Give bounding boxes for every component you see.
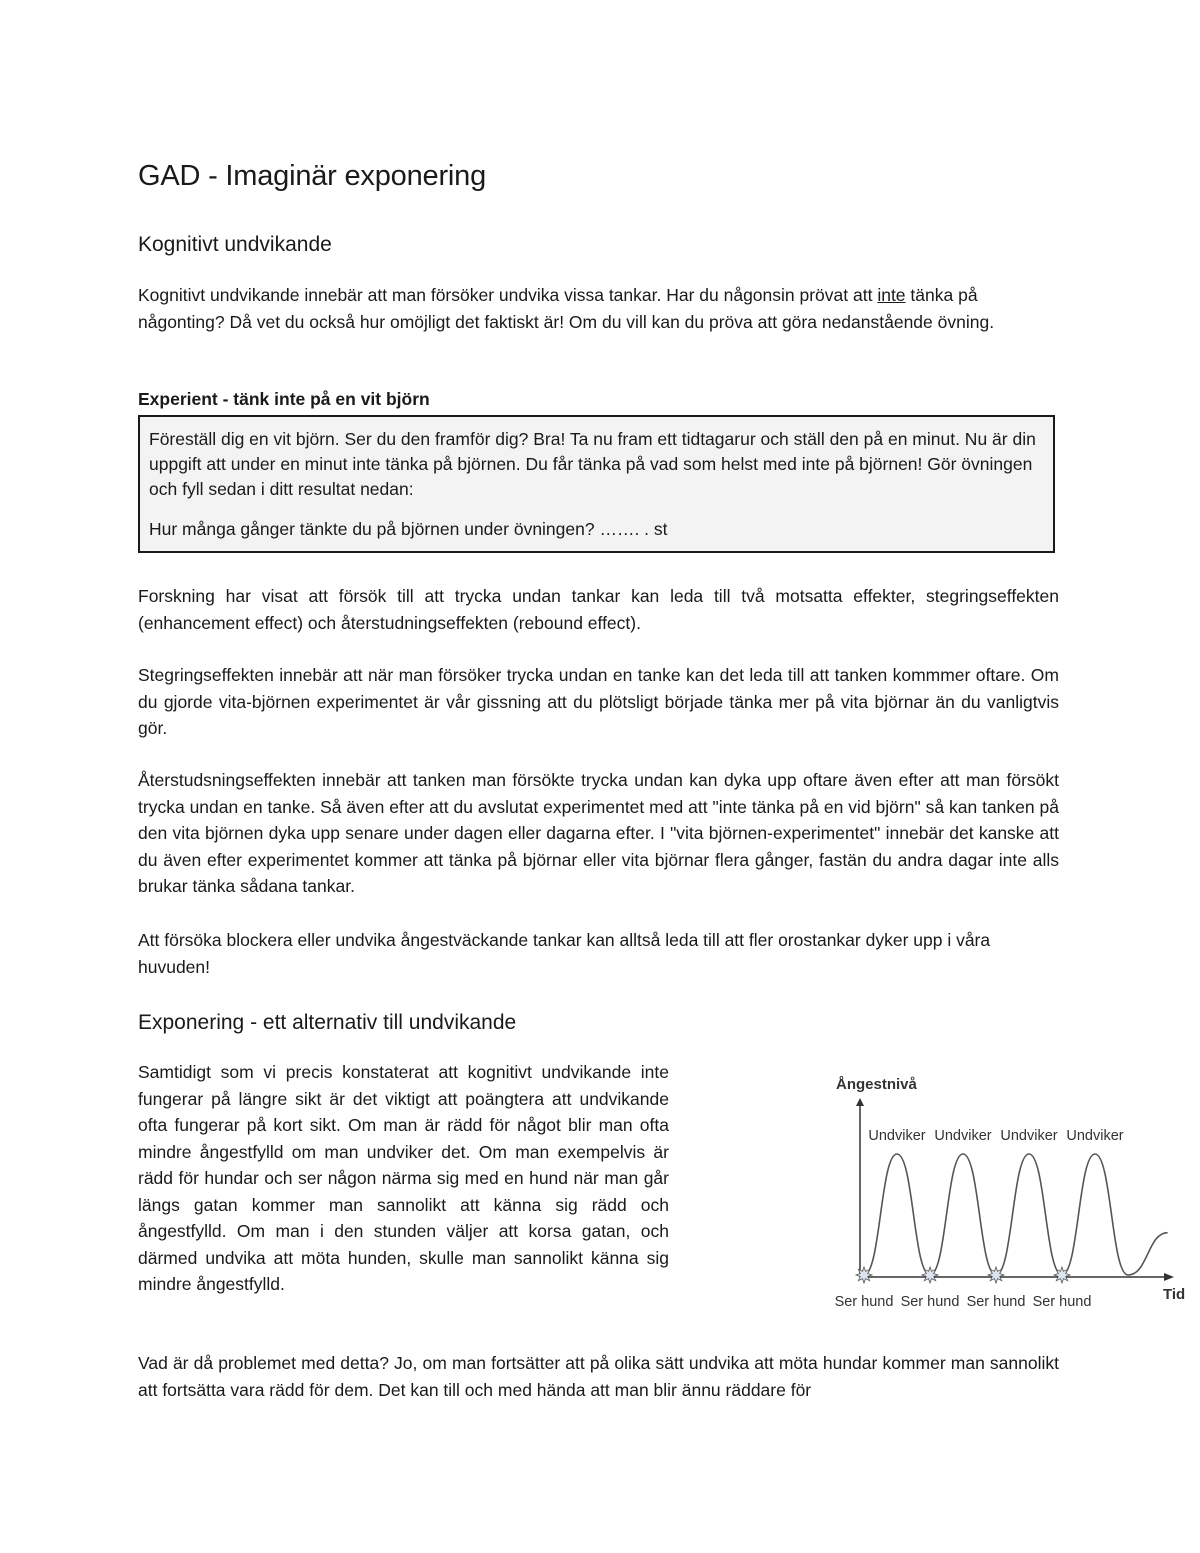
x-axis-arrow [1164, 1273, 1174, 1281]
exposure-column-text: Samtidigt som vi precis konstaterat att kognitivt undvikande inte fungerar på längre sikt är det viktigt att poängtera att undvikande ofta fungerar på kort sikt. Om man är rädd för något blir man ofta mindre ångestfylld om man undviker det. Om man exempelvis är rädd för hundar och ser någon närma sig med en hund när man går längs gatan kommer man sannolikt att känna sig rädd och ångestfylld. Om man i den stunden väljer att korsa gatan, och därmed undvika att möta hunden, skulle man sannolikt känna sig mindre ångestfylld. [138, 1062, 669, 1294]
final-paragraph: Vad är då problemet med detta? Jo, om man fortsätter att på olika sätt undvika att möta hundar kommer man sannolikt att fortsätta vara rädd för dem. Det kan till och med hända att man blir ännu räddare för [138, 1353, 1059, 1400]
peak-label: Undviker [1000, 1128, 1058, 1144]
section-heading-kognitivt: Kognitivt undvikande [138, 233, 332, 256]
experiment-box [138, 415, 1055, 553]
paragraph-conclusion: Att försöka blockera eller undvika ångestväckande tankar kan alltså leda till att fler orostankar dyker upp i våra huvuden! [138, 930, 991, 977]
experiment-heading: Experient - tänk inte på en vit björn [138, 389, 430, 409]
paragraph-enhancement: Stegringseffekten innebär att när man försöker trycka undan en tanke kan det leda till att tanken kommmer oftare. Om du gjorde vita-björnen experimentet är vår gissning att du plötsligt började tänka mer på vita björnar än du vanligtvis gör. [138, 665, 1059, 738]
trigger-marker [988, 1267, 1004, 1283]
trough-label: Ser hund [900, 1294, 960, 1310]
trigger-marker [922, 1267, 938, 1283]
peak-label: Undviker [868, 1128, 926, 1144]
intro-text-before: Kognitivt undvikande innebär att man försöker undvika vissa tankar. Har du någonsin prövat att [138, 285, 878, 305]
document-title: GAD - Imaginär exponering [138, 160, 486, 192]
y-axis-arrow [856, 1098, 864, 1106]
paragraph-research: Forskning har visat att försök till att trycka undan tankar kan leda till två motsatta effekter, stegringseffekten (enhancement effect) och återstudningseffekten (rebound effect). [138, 586, 1059, 633]
anxiety-curve [864, 1154, 1168, 1275]
paragraph-rebound: Återstudsningseffekten innebär att tanken man försökte trycka undan kan dyka upp oftare även efter att man försökt trycka undan en tanke. Så även efter att du avslutat experimentet med att "inte tänka på en vid björn" så kan tanken på den vita björnen dyka upp senare under dagen eller dagarna efter. I "vita björnen-experimentet" innebär det kanske att du även efter experimentet kommer att tänka på björnar eller vita björnar flera gånger, fastän du andra dagar inte alls brukar tänka sådana tankar. [138, 770, 1059, 896]
experiment-question: Hur många gånger tänkte du på björnen under övningen? ……. . st [149, 519, 668, 539]
trough-label: Ser hund [1032, 1294, 1092, 1310]
intro-text-after: tänka på någonting? Då vet du också hur omöjligt det faktiskt är! Om du vill kan du pröva att göra nedanstående övning. [138, 285, 995, 332]
trigger-marker [856, 1267, 872, 1283]
peak-label: Undviker [1066, 1128, 1124, 1144]
y-axis-label: Ångestnivå [836, 1076, 917, 1093]
trigger-marker [1054, 1267, 1070, 1283]
experiment-text: Föreställ dig en vit björn. Ser du den framför dig? Bra! Ta nu fram ett tidtagarur och ställ den på en minut. Nu är din uppgift att under en minut inte tänka på björnen. Du får tänka på vad som helst med inte på björnen! Gör övningen och fyll sedan i ditt resultat nedan: [149, 429, 1036, 499]
anxiety-chart [686, 1062, 1186, 1317]
section-heading-exponering: Exponering - ett alternativ till undvikande [138, 1011, 517, 1034]
x-axis-label: Tid [1163, 1286, 1186, 1303]
peak-label: Undviker [934, 1128, 992, 1144]
intro-underlined-word: inte [877, 285, 906, 305]
intro-paragraph [138, 282, 1059, 335]
trough-label: Ser hund [834, 1294, 894, 1310]
trough-label: Ser hund [966, 1294, 1026, 1310]
